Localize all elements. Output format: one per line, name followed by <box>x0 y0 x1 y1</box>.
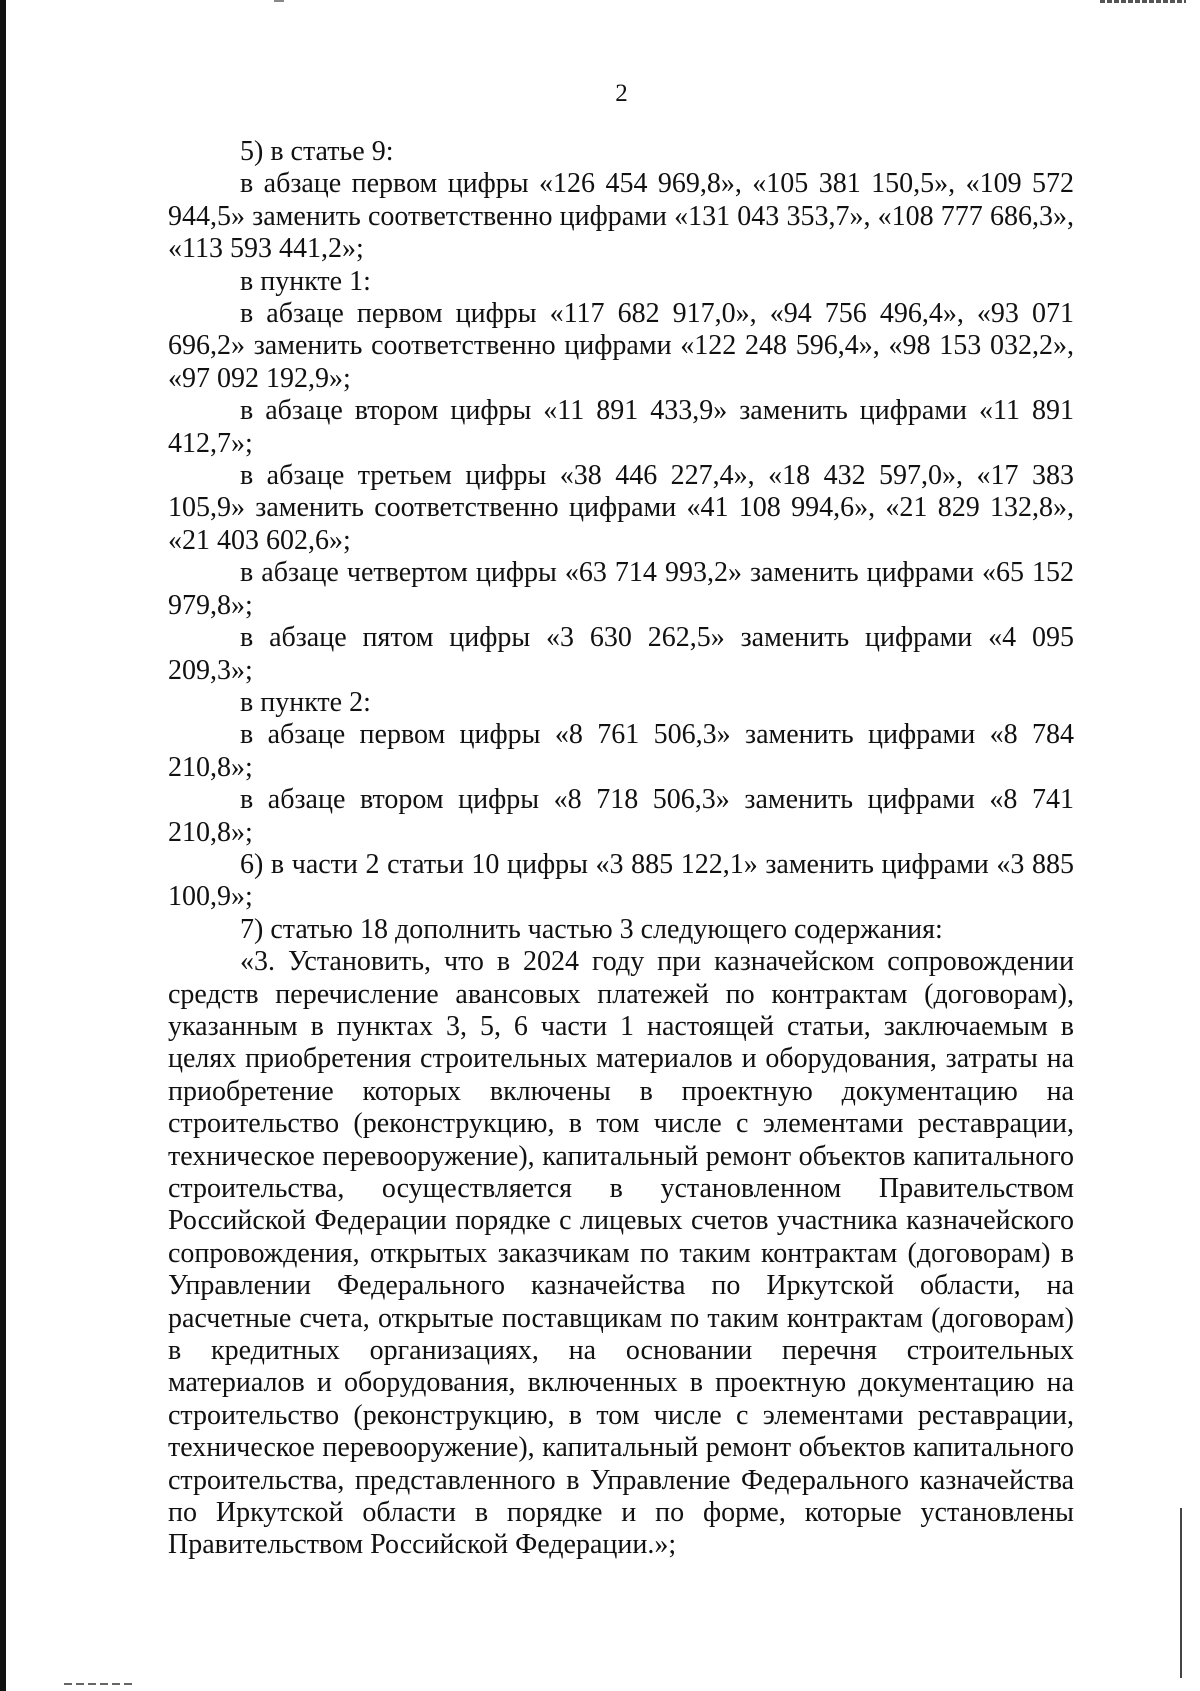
paragraph-punkt1-abzac4: в абзаце четвертом цифры «63 714 993,2» заменить цифрами «65 152 979,8»; <box>168 557 1074 621</box>
paragraph-article9-abzac1: в абзаце первом цифры «126 454 969,8», «105 381 150,5», «109 572 944,5» заменить соответственно цифрами «131 043 353,7», «108 777 686,3», «113 593 441,2»; <box>168 168 1074 265</box>
paragraph-punkt2-abzac2: в абзаце втором цифры «8 718 506,3» заменить цифрами «8 741 210,8»; <box>168 784 1074 848</box>
paragraph-punkt1-abzac3: в абзаце третьем цифры «38 446 227,4», «18 432 597,0», «17 383 105,9» заменить соответственно цифрами «41 108 994,6», «21 829 132,8», «21 403 602,6»; <box>168 460 1074 556</box>
scan-mark-top <box>1100 0 1186 3</box>
paragraph-punkt1-abzac2: в абзаце втором цифры «11 891 433,9» заменить цифрами «11 891 412,7»; <box>168 395 1074 459</box>
paragraph-punkt1-heading: в пункте 1: <box>240 265 371 297</box>
paragraph-punkt2-abzac1: в абзаце первом цифры «8 761 506,3» заменить цифрами «8 784 210,8»; <box>168 719 1074 783</box>
paragraph-punkt1-abzac5: в абзаце пятом цифры «3 630 262,5» заменить цифрами «4 095 209,3»; <box>168 622 1074 686</box>
scan-edge-right <box>1180 1508 1182 1678</box>
paragraph-item-5-heading: 5) в статье 9: <box>240 136 394 167</box>
document-body <box>168 136 1074 1562</box>
paragraph-punkt2-heading: в пункте 2: <box>240 686 371 718</box>
paragraph-item-7-heading: 7) статью 18 дополнить частью 3 следующего содержания: <box>240 913 943 945</box>
paragraph-punkt1-abzac1: в абзаце первом цифры «117 682 917,0», «94 756 496,4», «93 071 696,2» заменить соответственно цифрами «122 248 596,4», «98 153 032,2», «97 092 192,9»; <box>168 298 1074 394</box>
scan-mark-top-center <box>274 0 284 2</box>
paragraph-item-7-quote: «3. Установить, что в 2024 году при казначейском сопровождении средств перечисление авансовых платежей по контрактам (договорам), указанным в пунктах 3, 5, 6 части 1 настоящей статьи, заключаемым в целях приобретения строительных материалов и оборудования, затраты на приобретение которых включены в проектную документацию на строительство (реконструкцию, в том числе с элементами реставрации, техническое перевооружение), капитальный ремонт объектов капитального строительства, осуществляется в установленном Правительством Российской Федерации порядке с лицевых счетов участника казначейского сопровождения, открытых заказчикам по таким контрактам (договорам) в Управлении Федерального казначейства по Иркутской области, на расчетные счета, открытые поставщикам по таким контрактам (договорам) в кредитных организациях, на основании перечня строительных материалов и оборудования, включенных в проектную документацию на строительство (реконструкцию, в том числе с элементами реставрации, техническое перевооружение), капитальный ремонт объектов капитального строительства, представленного в Управление Федерального казначейства по Иркутской области в порядке и по форме, которые установлены Правительством Российской Федерации.»; <box>168 946 1074 1561</box>
page-number: 2 <box>615 80 628 107</box>
scan-mark-bottom <box>64 1683 134 1685</box>
paragraph-item-6: 6) в части 2 статьи 10 цифры «3 885 122,1» заменить цифрами «3 885 100,9»; <box>168 848 1074 913</box>
scan-edge-left <box>0 0 6 1691</box>
